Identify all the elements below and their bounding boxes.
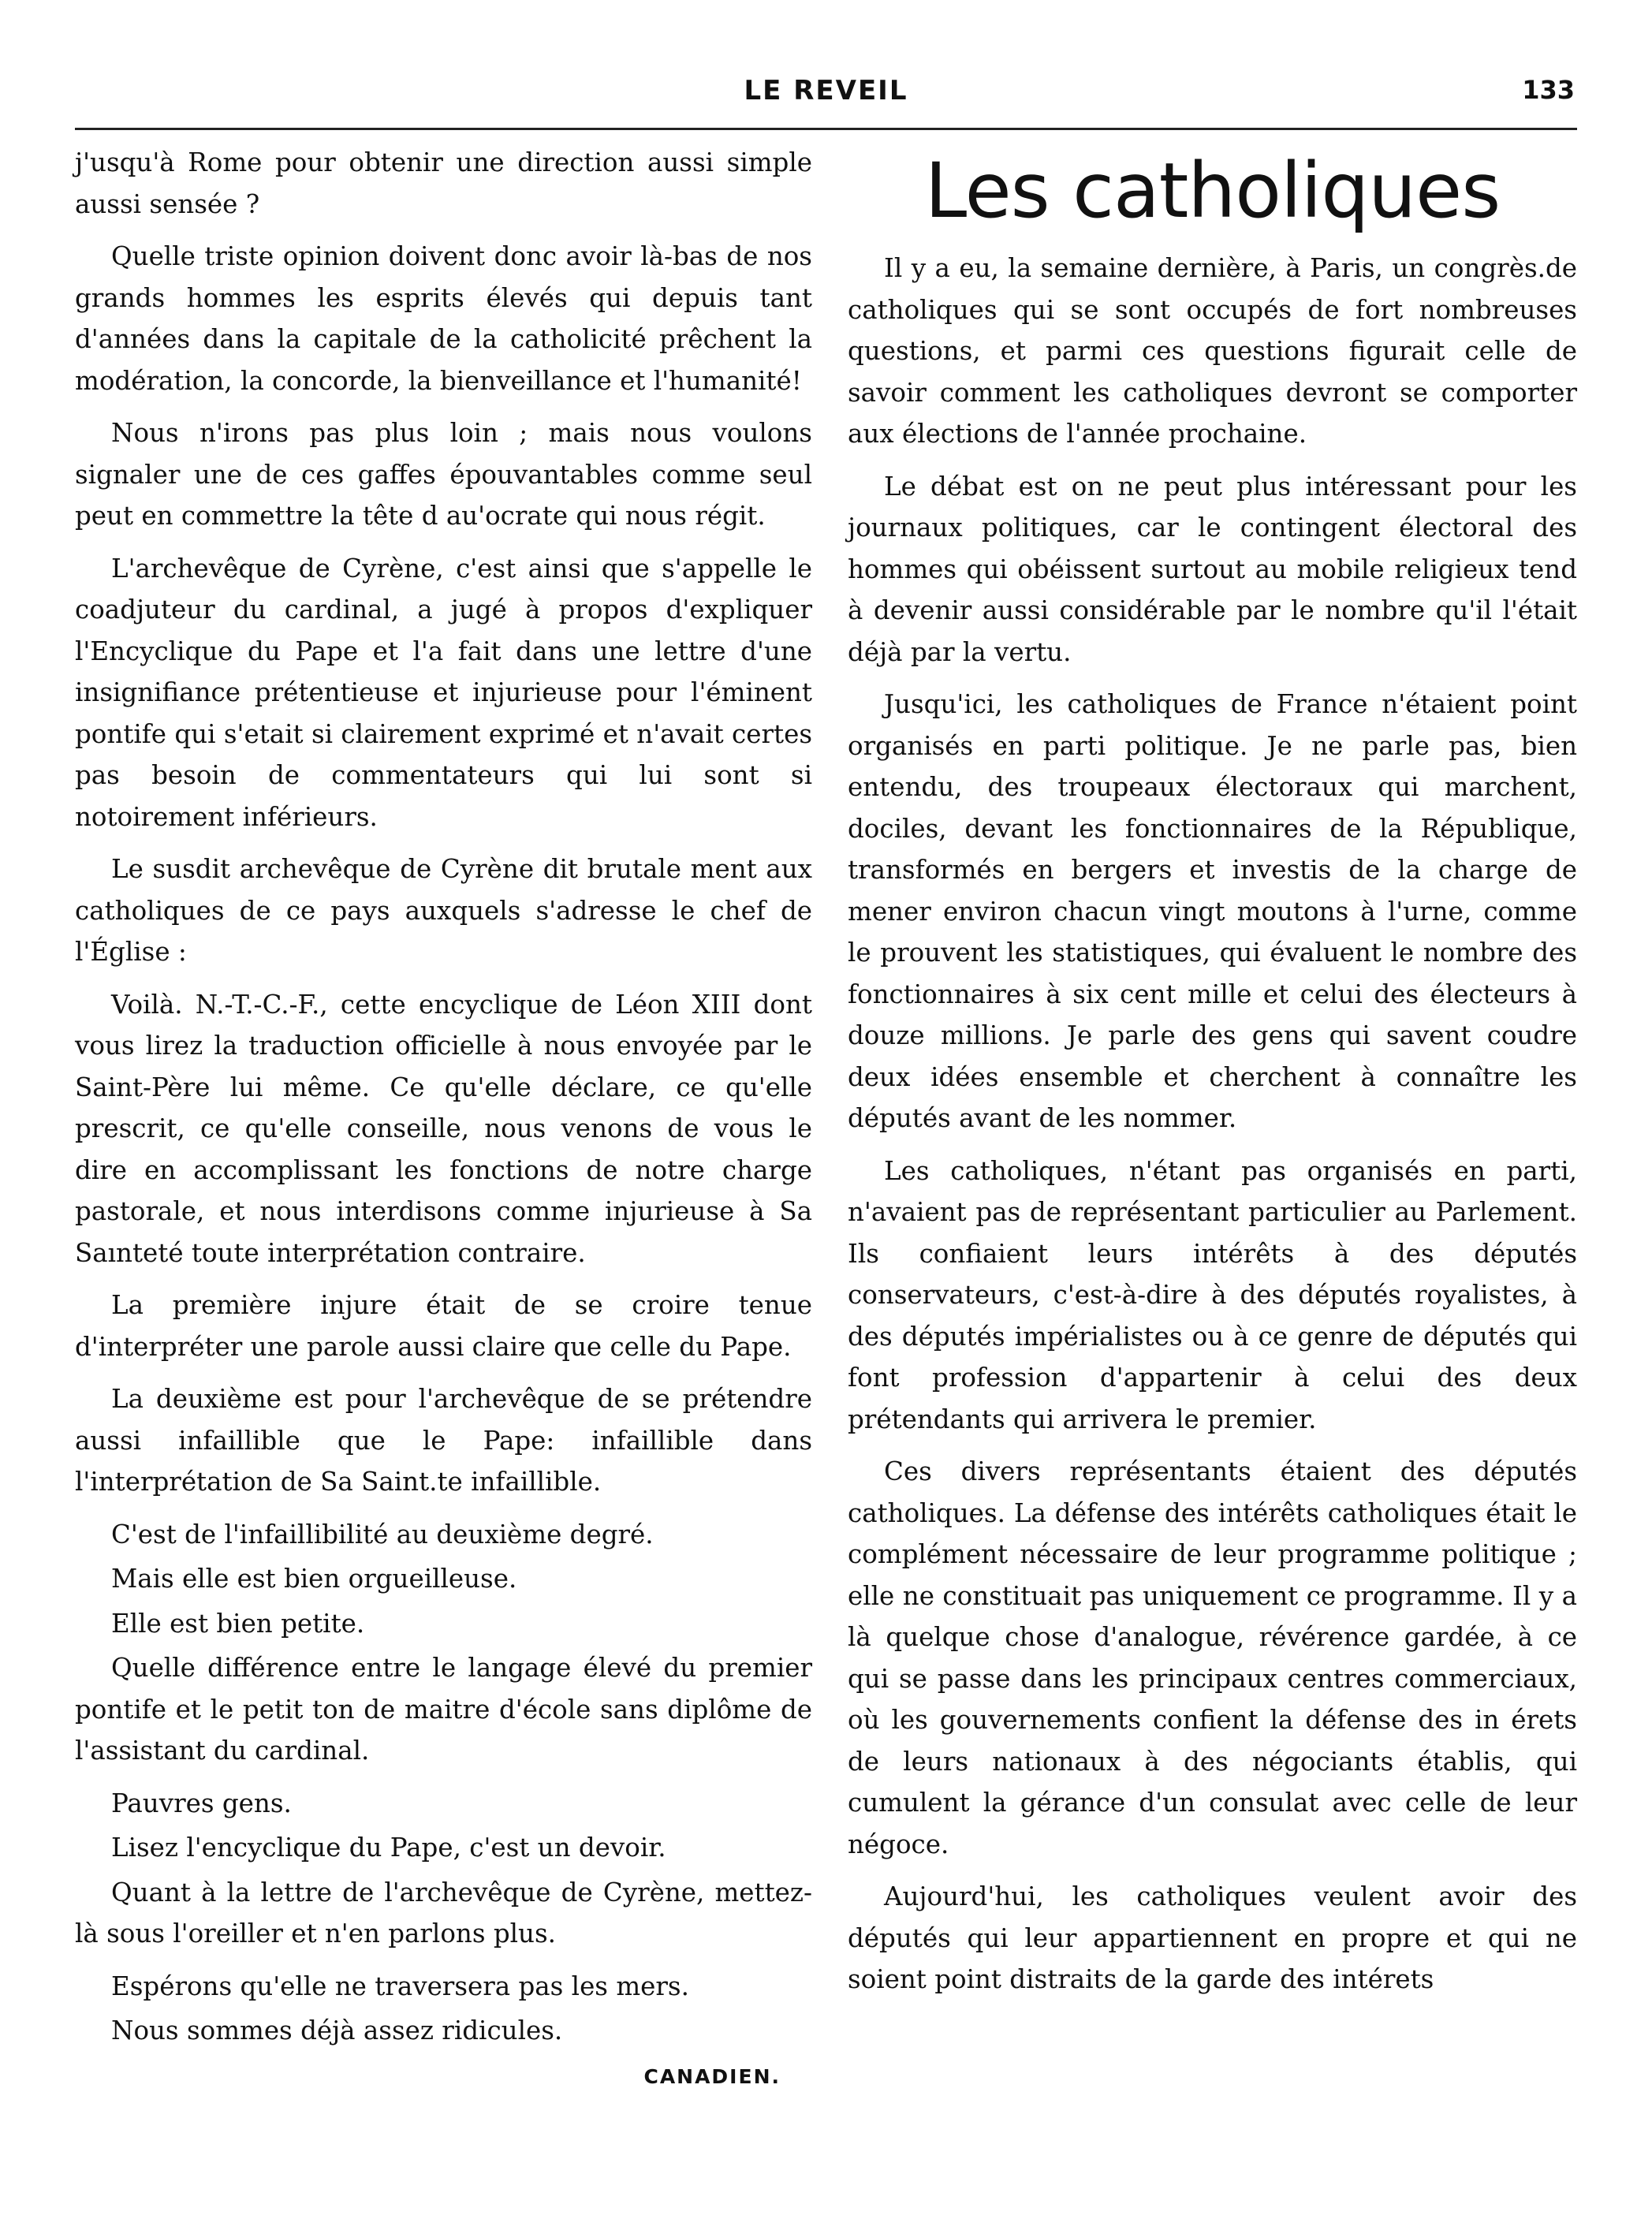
running-title: LE REVEIL — [744, 75, 908, 106]
header-rule — [75, 128, 1577, 130]
paragraph: Elle est bien petite. — [111, 1608, 365, 1639]
page-number: 133 — [1522, 75, 1575, 105]
paragraph: Il y a eu, la semaine dernière, à Paris, un congrès.de catholiques qui se sont occupés de fort nombreuses questions, et parmi ces questions figurait celle de savoir comment les catholiques devront se comporter aux élections de l'année prochaine. — [848, 253, 1577, 449]
right-column — [848, 142, 1577, 2012]
paragraph: Mais elle est bien orgueilleuse. — [111, 1564, 517, 1594]
paragraph: Le débat est on ne peut plus intéressant pour les journaux politiques, car le contingent électoral des hommes qui obéissent surtout au mobile religieux tend à devenir aussi considérable par le nombre qu'il l'était déjà par la vertu. — [848, 471, 1577, 667]
paragraph: Lisez l'encyclique du Pape, c'est un devoir. — [111, 1833, 666, 1863]
paragraph: La première injure était de se croire tenue d'interpréter une parole aussi claire que celle du Pape. — [75, 1290, 812, 1362]
article-title: Les catholiques — [924, 147, 1501, 235]
paragraph: j'usqu'à Rome pour obtenir une direction aussi simple aussi sensée ? — [75, 147, 812, 219]
paragraph: Le susdit archevêque de Cyrène dit brutale ment aux catholiques de ce pays auxquels s'adresse le chef de l'Église : — [75, 854, 812, 967]
paragraph: Quant à la lettre de l'archevêque de Cyrène, mettez-là sous l'oreiller et n'en parlons plus. — [75, 1877, 812, 1948]
paragraph: Quelle triste opinion doivent donc avoir là-bas de nos grands hommes les esprits élevés qui depuis tant d'années dans la capitale de la catholicité prêchent la modération, la concorde, la bienveillance et l'humanité! — [75, 241, 812, 396]
paragraph: Nous n'irons pas plus loin ; mais nous voulons signaler une de ces gaffes épouvantables comme seul peut en commettre la tête d au'ocrate qui nous régit. — [75, 418, 812, 531]
paragraph: Les catholiques, n'étant pas organisés en parti, n'avaient pas de représentant particulier au Parlement. Ils confiaient leurs intérêts à des députés conservateurs, c'est-à-dire à des députés royalistes, à des députés impérialistes ou à ce genre de députés qui font profession d'appartenir à celui des deux prétendants qui arrivera le premier. — [848, 1155, 1577, 1434]
left-column — [75, 142, 812, 2098]
paragraph: La deuxième est pour l'archevêque de se prétendre aussi infaillible que le Pape: infaillible dans l'interprétation de Sa Saint.te infaillible. — [75, 1384, 812, 1497]
paragraph: L'archevêque de Cyrène, c'est ainsi que s'appelle le coadjuteur du cardinal, a jugé à propos d'expliquer l'Encyclique du Pape et l'a fait dans une lettre d'une insignifiance prétentieuse et injurieuse pour l'éminent pontife qui s'etait si clairement exprimé et n'avait certes pas besoin de commentateurs qui lui sont si notoirement inférieurs. — [75, 553, 812, 832]
paragraph: Pauvres gens. — [111, 1788, 292, 1818]
paragraph: Nous sommes déjà assez ridicules. — [111, 2016, 563, 2045]
paragraph: Aujourd'hui, les catholiques veulent avoir des députés qui leur appartiennent en propre et qui ne soient point distraits de la garde des intérets — [848, 1881, 1577, 1994]
paragraph: Espérons qu'elle ne traversera pas les mers. — [111, 1971, 689, 2001]
author-signature: CANADIEN. — [643, 2064, 781, 2088]
paragraph: Ces divers représentants étaient des députés catholiques. La défense des intérêts catholiques était le complément nécessaire de leur programme politique ; elle ne constituait pas uniquement ce programme. Il y a là quelque chose d'analogue, révérence gardée, à ce qui se passe dans les principaux centres commerciaux, où les gouvernements confient la défense des in érets de leurs nationaux à des négociants établis, qui cumulent la gérance d'un consulat avec celle de leur négoce. — [848, 1456, 1577, 1859]
paragraph: C'est de l'infaillibilité au deuxième degré. — [111, 1519, 654, 1549]
paragraph: Quelle différence entre le langage élevé du premier pontife et le petit ton de maitre d'école sans diplôme de l'assistant du cardinal. — [75, 1653, 812, 1766]
page-header — [0, 75, 1652, 122]
quoted-paragraph: Voilà. N.-T.-C.-F., cette encyclique de Léon XIII dont vous lirez la traduction officielle à nous envoyée par le Saint-Père lui même. Ce qu'elle déclare, ce qu'elle prescrit, ce qu'elle conseille, nous venons de vous le dire en accomplissant les fonctions de notre charge pastorale, et nous interdisons comme injurieuse à Sa Saınteté toute interprétation contraire. — [75, 989, 812, 1268]
paragraph: Jusqu'ici, les catholiques de France n'étaient point organisés en parti politique. Je ne parle pas, bien entendu, des troupeaux électoraux qui marchent, dociles, devant les fonctionnaires de la République, transformés en bergers et investis de la charge de mener environ chacun vingt moutons à l'urne, comme le prouvent les statistiques, qui évaluent le nombre des fonctionnaires à six cent mille et celui des électeurs à douze millions. Je parle des gens qui savent coudre deux idées ensemble et cherchent à connaître les députés avant de les nommer. — [848, 689, 1577, 1133]
